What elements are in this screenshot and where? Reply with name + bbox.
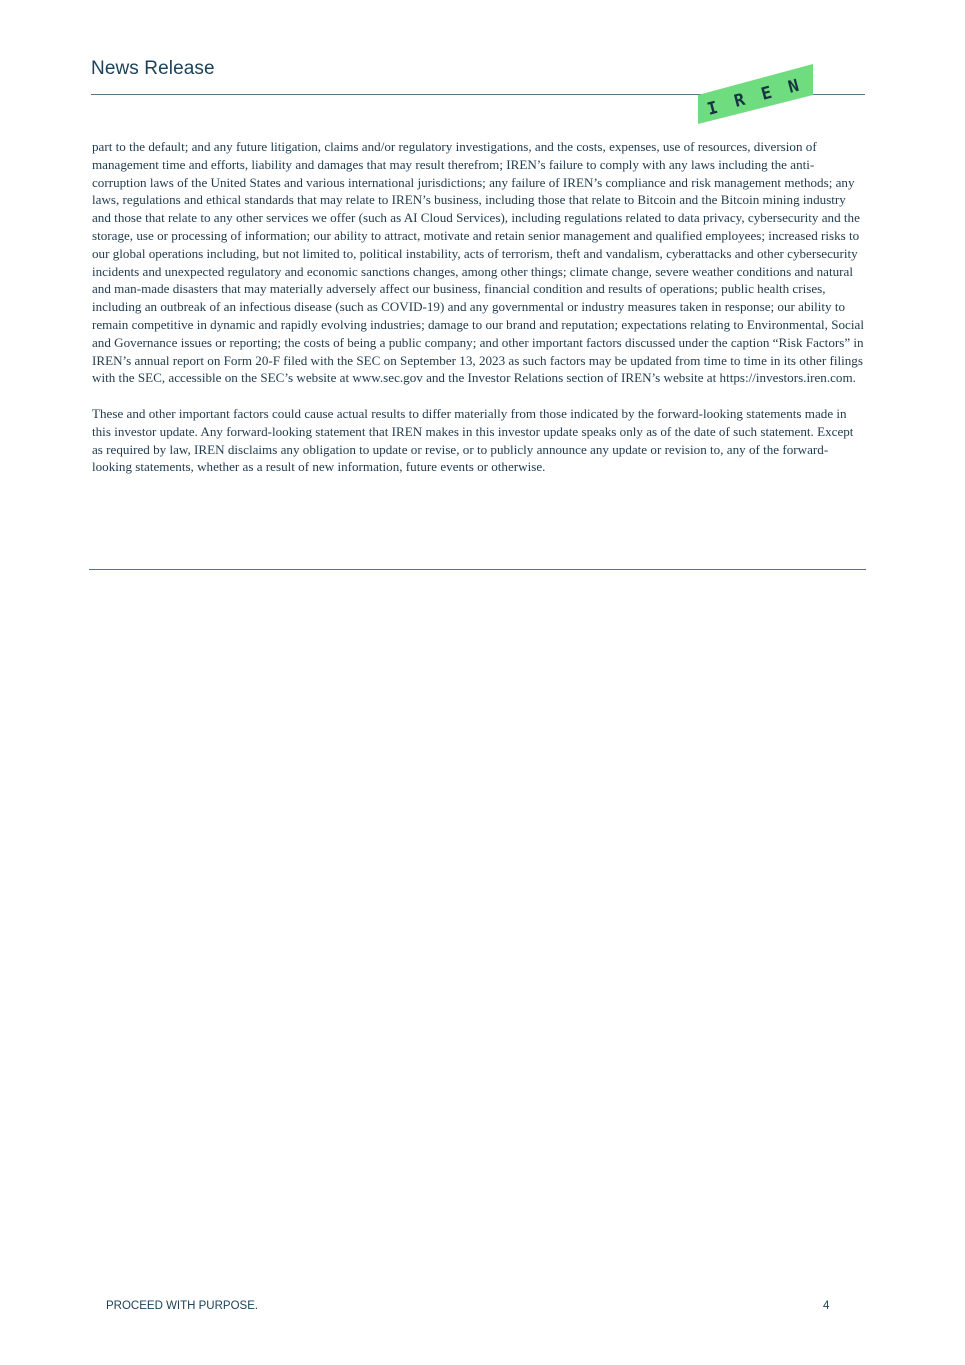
iren-logo	[697, 62, 815, 126]
section-divider	[89, 569, 866, 570]
body-paragraph: These and other important factors could cause actual results to differ materially from those indicated by the forward-looking statements made in this investor update. Any forward-looking statement that IREN makes in this investor update speaks only as of the date of such statement. Except as required by law, IREN disclaims any obligation to update or revise, or to publicly announce any update or revision to, any of the forward-looking statements, whether as a result of new information, future events or otherwise.	[92, 405, 854, 475]
logo-letter-e: E	[759, 82, 775, 105]
logo-letter-n: N	[786, 75, 802, 98]
logo-letter-i: I	[705, 97, 721, 120]
body-text	[92, 138, 865, 476]
logo-letter-r: R	[732, 89, 748, 112]
page-header-title: News Release	[91, 58, 215, 79]
body-paragraph: part to the default; and any future litigation, claims and/or regulatory investigations, and the costs, expenses, use of resources, diversion of management time and efforts, liability and damages that may result therefrom; IREN’s failure to comply with any laws including the anti-corruption laws of the United States and various international jurisdictions; any failure of IREN’s compliance and risk management methods; any laws, regulations and ethical standards that may relate to IREN’s business, including those that relate to Bitcoin and the Bitcoin mining industry and those that relate to any other services we offer (such as AI Cloud Services), including regulations related to data privacy, cybersecurity and the storage, use or processing of information; our ability to attract, motivate and retain senior management and qualified employees; increased risks to our global operations including, but not limited to, political instability, acts of terrorism, theft and vandalism, cyberattacks and other cybersecurity incidents and unexpected regulatory and economic sanctions changes, among other things; climate change, severe weather conditions and natural and man-made disasters that may materially adversely affect our business, financial condition and results of operations; public health crises, including an outbreak of an infectious disease (such as COVID-19) and any governmental or industry measures taken in response; our ability to remain competitive in dynamic and rapidly evolving industries; damage to our brand and reputation; expectations relating to Environmental, Social and Governance issues or reporting; the costs of being a public company; and other important factors discussed under the caption “Risk Factors” in IREN’s annual report on Form 20-F filed with the SEC on September 13, 2023 as such factors may be updated from time to time in its other filings with the SEC, accessible on the SEC’s website at www.sec.gov and the Investor Relations section of IREN’s website at https://investors.iren.com.	[92, 139, 864, 386]
page-number: 4	[823, 1300, 830, 1312]
footer-tagline: PROCEED WITH PURPOSE.	[106, 1300, 259, 1312]
